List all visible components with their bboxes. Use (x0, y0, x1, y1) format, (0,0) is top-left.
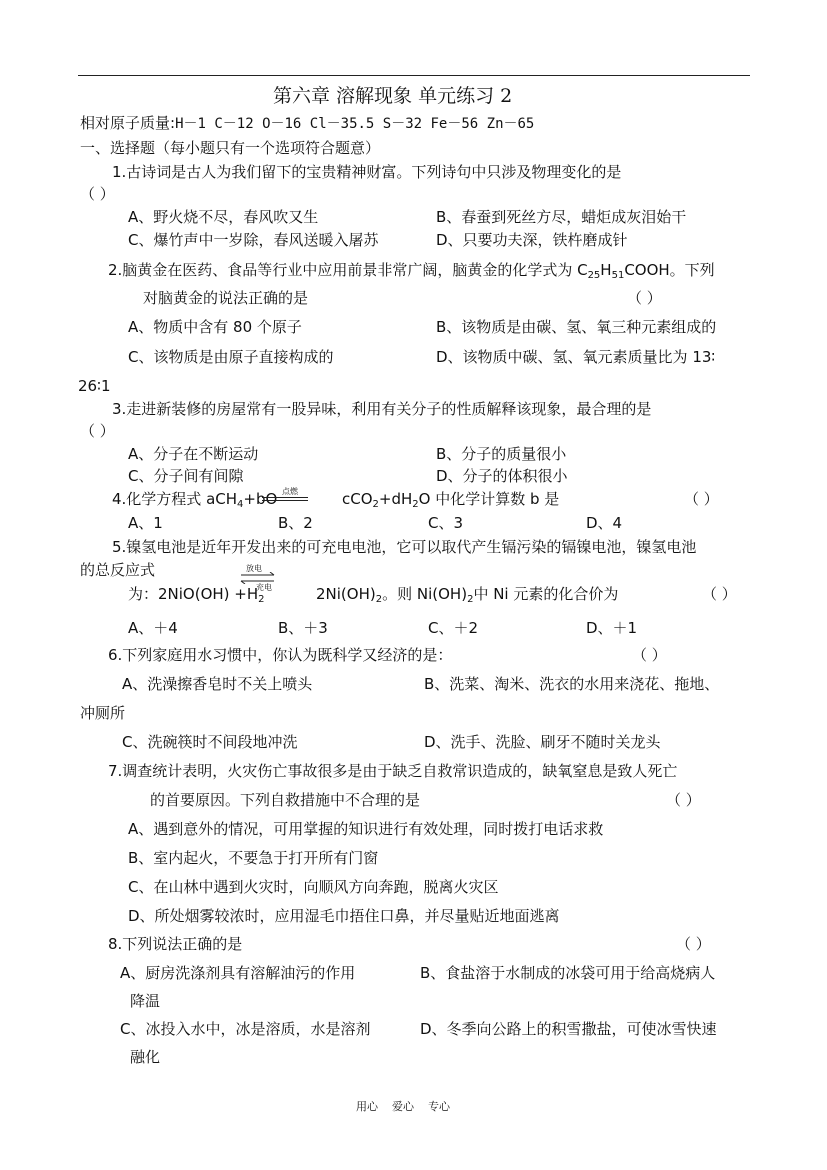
q4-reaction-equals (262, 497, 308, 501)
q7-option-a: A、遇到意外的情况，可用掌握的知识进行有效处理，同时拨打电话求救 (128, 820, 604, 838)
q8-stem: 8.下列说法正确的是 (108, 935, 243, 953)
q4-option-b: B、2 (278, 514, 313, 532)
q5-stem: 5.镍氢电池是近年开发出来的可充电电池，它可以取代产生镉污染的镉镍电池，镍氢电池 (112, 538, 697, 556)
q1-option-d: D、只要功夫深，铁杵磨成针 (436, 231, 628, 249)
q2-option-d-cont: 26∶1 (78, 377, 111, 395)
q3-option-a: A、分子在不断运动 (128, 445, 259, 463)
q8-option-b-cont: 降温 (130, 992, 161, 1010)
q3-answer-paren: （ ） (80, 422, 115, 440)
q1-option-c: C、爆竹声中一岁除，春风送暖入屠苏 (128, 231, 379, 249)
q5-stem-line2: 的总反应式 (80, 561, 156, 579)
q5-eq-a: 为：2NiO(OH) +H (128, 585, 259, 603)
q5-option-b: B、＋3 (278, 619, 328, 637)
q5-sub-2b: 2 (375, 594, 383, 605)
q1-option-b: B、春蚕到死丝方尽，蜡炬成灰泪始干 (436, 208, 687, 226)
atomic-mass-line (80, 113, 534, 134)
q4-lhs (112, 489, 277, 515)
q6-answer-paren: （ ） (632, 646, 667, 664)
q8-option-b: B、食盐溶于水制成的冰袋可用于给高烧病人 (420, 964, 716, 982)
q5-eq-rhs (316, 584, 618, 610)
q5-option-a: A、＋4 (128, 619, 178, 637)
q5-answer-paren: （ ） (702, 585, 737, 603)
q2-h: H (600, 261, 612, 279)
q5-condition-bottom: 充电 (256, 583, 272, 592)
q6-option-c: C、洗碗筷时不间段地冲洗 (122, 733, 298, 751)
q2-answer-paren: （ ） (627, 289, 662, 307)
q5-eq-lhs (128, 584, 265, 610)
section-heading: 一、选择题（每小题只有一个选项符合题意） (80, 139, 381, 157)
q3-stem: 3.走进新装修的房屋常有一股异味，利用有关分子的性质解释该现象，最合理的是 (112, 400, 652, 418)
q2-sub-25: 25 (587, 270, 601, 281)
q2-option-a: A、物质中含有 80 个原子 (128, 318, 302, 336)
q6-option-b-cont: 冲厕所 (80, 704, 126, 722)
q2-option-d: D、该物质中碳、氢、氧元素质量比为 13∶ (436, 348, 716, 366)
q7-stem: 7.调查统计表明，火灾伤亡事故很多是由于缺乏自救常识造成的，缺氧窒息是致人死亡 (108, 762, 678, 780)
q6-stem: 6.下列家庭用水习惯中，你认为既科学又经济的是： (108, 646, 453, 664)
q6-option-d: D、洗手、洗脸、刷牙不随时关龙头 (424, 733, 661, 751)
q2-option-b: B、该物质是由碳、氢、氧三种元素组成的 (436, 318, 717, 336)
q6-option-b: B、洗菜、淘米、洗衣的水用来浇花、拖地、 (424, 675, 720, 693)
page-title: 第六章 溶解现象 单元练习 2 (273, 85, 513, 107)
q8-option-c: C、冰投入水中，冰是溶质，水是溶剂 (120, 1020, 371, 1038)
q5-option-d: D、＋1 (586, 619, 638, 637)
q4-stem-a: 4.化学方程式 aCH (112, 490, 238, 508)
q4-sub-4: 4 (237, 499, 244, 510)
q4-sub-2b: 2 (412, 499, 419, 510)
q7-stem-line2: 的首要原因。下列自救措施中不合理的是 (150, 791, 421, 809)
q3-option-b: B、分子的质量很小 (436, 445, 567, 463)
q5-sub-2a: 2 (258, 594, 265, 605)
q4-rhs (342, 489, 559, 515)
q5-eq-b: 2Ni(OH) (316, 585, 376, 603)
q4-rhs-b: +dH (378, 490, 413, 508)
q2-option-c: C、该物质是由原子直接构成的 (128, 348, 334, 366)
q7-answer-paren: （ ） (666, 791, 701, 809)
q6-option-a: A、洗澡擦香皂时不关上喷头 (122, 675, 313, 693)
q4-condition: 点燃 (282, 487, 298, 496)
q7-option-b: B、室内起火，不要急于打开所有门窗 (128, 849, 379, 867)
q5-eq-c: 。则 Ni(OH) (382, 585, 468, 603)
q1-stem: 1.古诗词是古人为我们留下的宝贵精神财富。下列诗句中只涉及物理变化的是 (112, 163, 622, 181)
q5-eq-d: 中 Ni 元素的化合价为 (473, 585, 619, 603)
q4-mid: +bO (243, 490, 278, 508)
header-rule (78, 75, 750, 76)
q2-stem (108, 260, 715, 286)
q2-stem-b: COOH。下列 (624, 261, 715, 279)
q4-rhs-a: cCO (342, 490, 373, 508)
q4-option-d: D、4 (586, 514, 623, 532)
q4-option-c: C、3 (428, 514, 464, 532)
q5-sub-2c: 2 (467, 594, 474, 605)
q8-answer-paren: （ ） (676, 935, 711, 953)
q1-answer-paren: （ ） (80, 185, 115, 203)
q2-stem-a: 2.脑黄金在医药、食品等行业中应用前景非常广阔，脑黄金的化学式为 C (108, 261, 588, 279)
q8-option-d-cont: 融化 (130, 1048, 161, 1066)
q7-option-c: C、在山林中遇到火灾时，向顺风方向奔跑，脱离火灾区 (128, 878, 499, 896)
atomic-mass-values: H－1 C－12 O－16 Cl－35.5 S－32 Fe－56 Zn－65 (175, 116, 535, 132)
q4-rhs-c: O 中化学计算数 b 是 (418, 490, 560, 508)
q4-option-a: A、1 (128, 514, 163, 532)
q7-option-d: D、所处烟雾较浓时，应用湿毛巾捂住口鼻，并尽量贴近地面逃离 (128, 907, 560, 925)
q2-sub-51: 51 (611, 270, 625, 281)
atomic-mass-label: 相对原子质量: (80, 114, 176, 132)
q5-condition-top: 放电 (246, 564, 262, 573)
q4-answer-paren: （ ） (684, 490, 719, 508)
q4-sub-2a: 2 (372, 499, 379, 510)
q3-option-c: C、分子间有间隙 (128, 467, 244, 485)
q2-stem-line2: 对脑黄金的说法正确的是 (143, 289, 309, 307)
q1-option-a: A、野火烧不尽，春风吹又生 (128, 208, 319, 226)
q8-option-a: A、厨房洗涤剂具有溶解油污的作用 (120, 964, 356, 982)
q3-option-d: D、分子的体积很小 (436, 467, 568, 485)
q8-option-d: D、冬季向公路上的积雪撒盐，可使冰雪快速 (420, 1020, 717, 1038)
page-footer: 用心 爱心 专心 (356, 1100, 450, 1113)
q5-option-c: C、＋2 (428, 619, 479, 637)
